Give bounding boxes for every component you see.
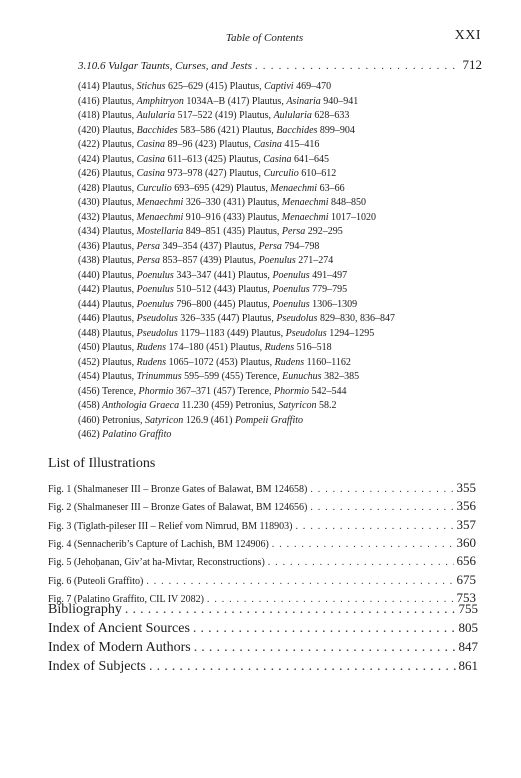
running-header [48, 28, 481, 48]
source-entry: (452) Plautus, Rudens 1065–1072 (453) Plautus, Rudens 1160–1162 [78, 356, 351, 368]
section-page: 712 [462, 57, 482, 72]
entry-label: Fig. 4 (Sennacherib’s Capture of Lachish, BM 124906) [48, 538, 269, 550]
entry-page: 357 [456, 516, 476, 532]
entry-label: Fig. 3 (Tiglath-pileser III – Relief vom Nimrud, BM 118903) [48, 520, 293, 532]
source-entry: (440) Plautus, Poenulus 343–347 (441) Plautus, Poenulus 491–497 [78, 269, 348, 281]
source-entry: (454) Plautus, Trinummus 595–599 (455) Terence, Eunuchus 382–385 [78, 371, 360, 382]
source-entry: (446) Plautus, Pseudolus 326–335 (447) Plautus, Pseudolus 829–830, 836–847 [78, 313, 395, 324]
source-entry: (444) Plautus, Poenulus 796–800 (445) Plautus, Poenulus 1306–1309 [78, 298, 358, 310]
dot-leader [125, 602, 456, 618]
entry-page: 355 [456, 480, 476, 495]
section-title: 3.10.6 Vulgar Taunts, Curses, and Jests [78, 60, 252, 72]
illustration-entry[interactable] [48, 498, 476, 514]
source-entry: (430) Plautus, Menaechmi 326–330 (431) Plautus, Menaechmi 848–850 [78, 197, 367, 208]
entry-label: Bibliography [48, 602, 122, 617]
source-entry: (422) Plautus, Casina 89–96 (423) Plautus, Casina 415–416 [78, 139, 320, 150]
source-entry: (426) Plautus, Casina 973–978 (427) Plautus, Curculio 610–612 [78, 168, 337, 179]
illustrations-heading: List of Illustrations [48, 456, 156, 471]
illustration-entry[interactable] [48, 553, 476, 569]
source-entry: (458) Anthologia Graeca 11.230 (459) Petronius, Satyricon 58.2 [78, 400, 337, 411]
illustration-entry[interactable] [48, 572, 476, 588]
back-matter-entry[interactable] [48, 639, 478, 656]
source-entry: (450) Plautus, Rudens 174–180 (451) Plautus, Rudens 516–518 [78, 342, 332, 353]
dot-leader [255, 60, 460, 72]
entry-page: 360 [456, 534, 476, 550]
source-entry: (436) Plautus, Persa 349–354 (437) Plautus, Persa 794–798 [78, 240, 320, 252]
entry-label: Fig. 7 (Palatino Graffito, CIL IV 2082) [48, 593, 204, 605]
source-entry: (418) Plautus, Aulularia 517–522 (419) Plautus, Aulularia 628–633 [78, 110, 350, 121]
dot-leader [268, 557, 454, 568]
entry-label: Fig. 1 (Shalmaneser III – Bronze Gates of Balawat, BM 124658) [48, 484, 308, 495]
back-matter-entry[interactable] [48, 601, 478, 618]
source-entries-list [78, 80, 488, 443]
dot-leader [194, 640, 456, 656]
dot-leader [146, 576, 453, 587]
source-entry: (434) Plautus, Mostellaria 849–851 (435) Plautus, Persa 292–295 [78, 226, 343, 237]
source-entry: (460) Petronius, Satyricon 126.9 (461) Pompeii Graffito [78, 414, 304, 426]
back-matter-entry[interactable] [48, 620, 478, 637]
dot-leader [310, 484, 453, 495]
entry-label: Index of Subjects [48, 659, 146, 674]
running-title: Table of Contents [225, 32, 304, 44]
entry-label: Fig. 2 (Shalmaneser III – Bronze Gates of Balawat, BM 124656) [48, 502, 308, 514]
source-entry: (432) Plautus, Menaechmi 910–916 (433) Plautus, Menaechmi 1017–1020 [78, 211, 377, 223]
illustration-entry[interactable] [48, 535, 476, 551]
source-entry: (456) Terence, Phormio 367–371 (457) Terence, Phormio 542–544 [78, 385, 347, 397]
source-entry: (448) Plautus, Pseudolus 1179–1183 (449) Plautus, Pseudolus 1294–1295 [78, 327, 375, 339]
illustration-entry[interactable] [48, 480, 476, 496]
back-matter-entry[interactable] [48, 658, 478, 675]
entry-label: Index of Modern Authors [48, 640, 191, 655]
source-entry: (428) Plautus, Curculio 693–695 (429) Plautus, Menaechmi 63–66 [78, 182, 345, 194]
entry-page: 656 [456, 553, 476, 569]
dot-leader [272, 539, 454, 550]
dot-leader [296, 521, 454, 532]
source-entry: (462) Palatino Graffito [78, 429, 172, 440]
entry-page: 753 [456, 589, 476, 605]
source-entry: (416) Plautus, Amphitryon 1034A–B (417) Plautus, Asinaria 940–941 [78, 95, 359, 107]
source-entry: (414) Plautus, Stichus 625–629 (415) Plautus, Captivi 469–470 [78, 81, 332, 92]
illustration-entry[interactable] [48, 517, 476, 533]
entry-page: 755 [458, 601, 478, 616]
source-entry: (442) Plautus, Poenulus 510–512 (443) Plautus, Poenulus 779–795 [78, 284, 348, 295]
entry-page: 805 [458, 620, 478, 635]
entry-page: 847 [458, 639, 478, 654]
dot-leader [193, 621, 456, 637]
source-entry: (420) Plautus, Bacchides 583–586 (421) Plautus, Bacchides 899–904 [78, 124, 355, 136]
entry-label: Fig. 5 (Jehoḥanan, Giv’at ha-Mivtar, Reconstructions) [48, 557, 265, 569]
entry-label: Fig. 6 (Puteoli Graffito) [48, 575, 144, 587]
entry-page: 861 [458, 658, 478, 673]
dot-leader [310, 502, 453, 513]
toc-section-3-10-6[interactable] [78, 57, 482, 73]
source-entry: (424) Plautus, Casina 611–613 (425) Plautus, Casina 641–645 [78, 153, 330, 165]
entry-page: 675 [456, 571, 476, 587]
dot-leader [149, 659, 456, 675]
source-entry: (438) Plautus, Persa 853–857 (439) Plautus, Poenulus 271–274 [78, 255, 334, 266]
entry-page: 356 [456, 498, 476, 514]
entry-label: Index of Ancient Sources [48, 621, 190, 636]
page-number: XXI [454, 28, 481, 43]
